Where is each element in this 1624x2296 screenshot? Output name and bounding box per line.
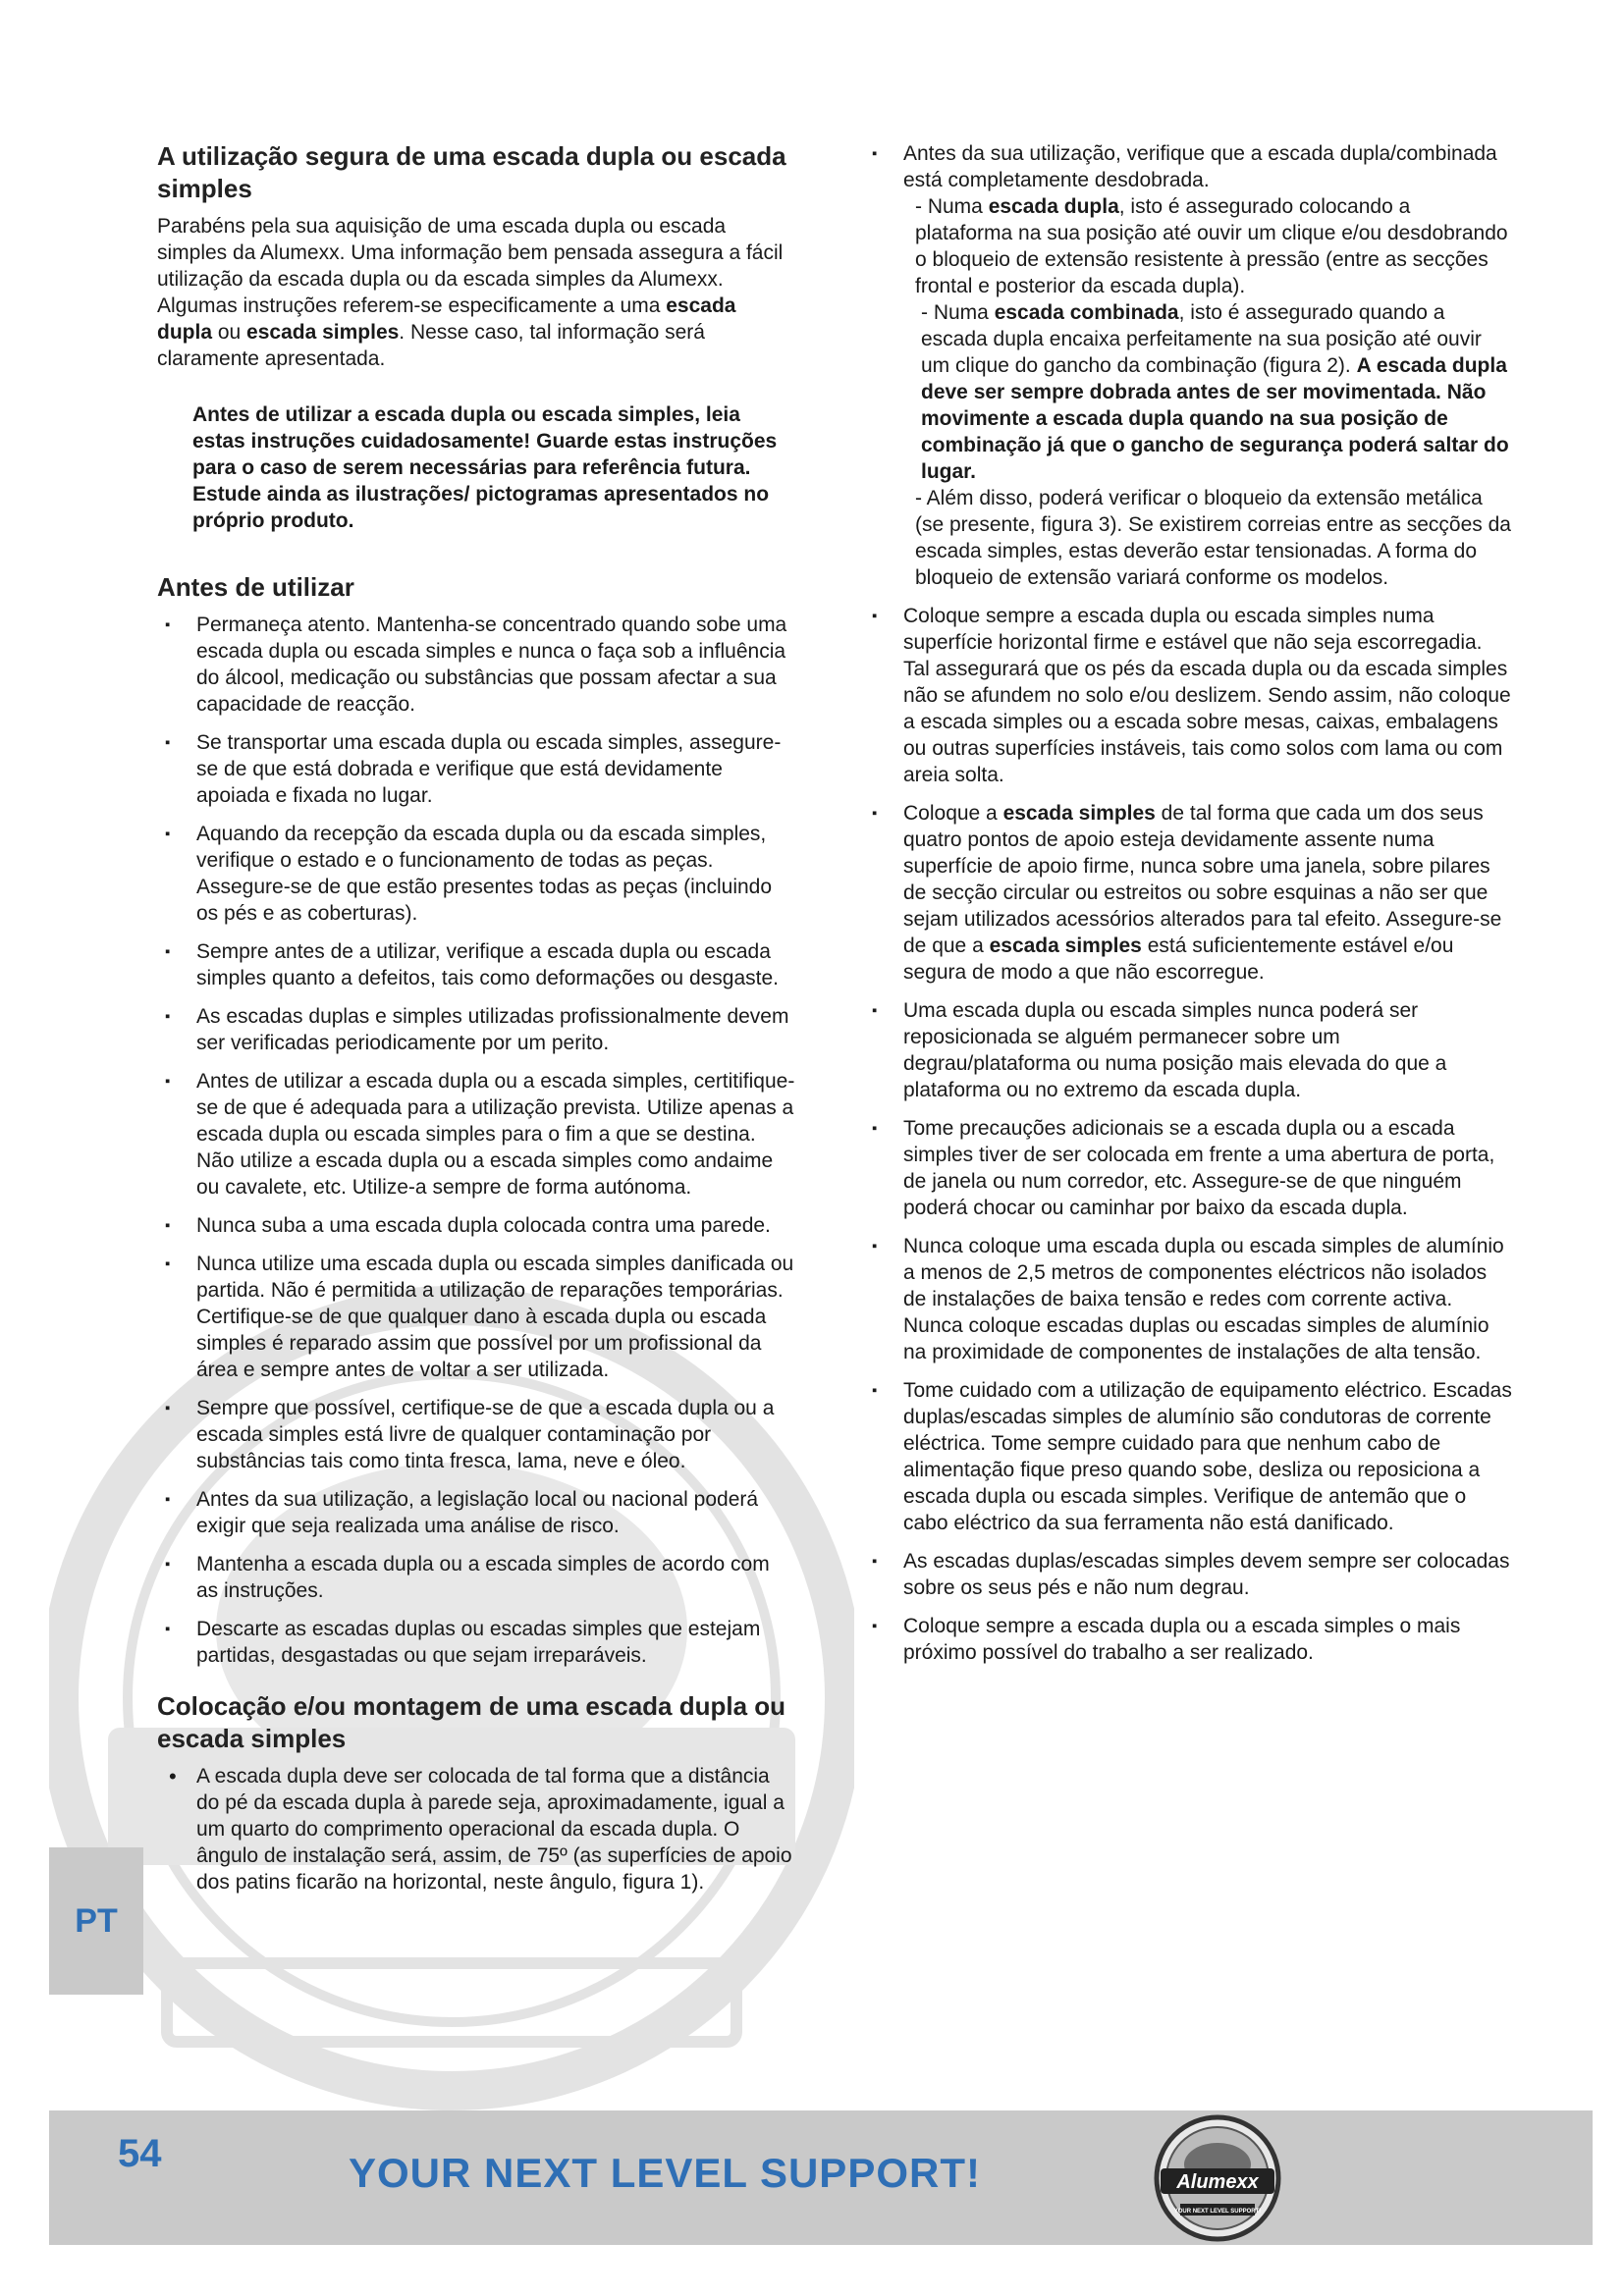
sub-item-extension-lock: - Além disso, poderá verificar o bloqueio da extensão metálica (se presente, figura 3). Se existirem correias entre as secções da escada simples, estas deverão estar tensionadas. A forma do bloqueio de extensão variará conforme os modelos. [915,487,1511,589]
page-number: 54 [118,2132,162,2175]
language-label: PT [75,1901,118,1940]
sub-item-escada-combinada: - Numa escada combinada, isto é assegurado quando a escada dupla encaixa perfeitamente na sua posição até ouvir um clique do gancho da combinação (figura 2). A escada dupla deve ser sempre dobrada antes de ser movimentada. Não movimente a escada dupla quando na sua posição de combinação já que o gancho de segurança poderá saltar do lugar. [921,301,1509,483]
list-item: ▪ Mantenha a escada dupla ou a escada simples de acordo com as instruções. [157,1551,795,1604]
list-item: ▪ Antes da sua utilização, a legislação local ou nacional poderá exigir que seja realizada uma análise de risco. [157,1486,795,1539]
placement-title: Colocação e/ou montagem de uma escada dupla ou escada simples [157,1691,786,1753]
footer-slogan: YOUR NEXT LEVEL SUPPORT! [349,2150,981,2196]
language-tab [49,1847,143,1995]
intro-paragraph: Parabéns pela sua aquisição de uma escada dupla ou escada simples da Alumexx. Uma informação bem pensada assegura a fácil utilização da escada dupla ou da escada simples da Alumexx. Algumas instruções referem-se especificamente a uma escada dupla ou escada simples. Nesse caso, tal informação será claramente apresentada. [157,215,784,370]
placement-list [157,1763,795,1896]
list-item: ▪ Nunca coloque uma escada dupla ou escada simples de alumínio a menos de 2,5 metros de componentes eléctricos não isolados de instalações de baixa tensão e redes com corrente activa. Nunca coloque escadas duplas ou escadas simples de alumínio na proximidade de componentes de instalações de alta tensão. [864,1233,1512,1365]
before-use-title: Antes de utilizar [157,572,354,602]
list-item: ▪ Coloque sempre a escada dupla ou a escada simples o mais próximo possível do trabalho a ser realizado. [864,1613,1512,1666]
left-column [157,140,795,1907]
list-item: ▪ Nunca utilize uma escada dupla ou escada simples danificada ou partida. Não é permitida a utilização de reparações temporárias. Certifique-se de que qualquer dano à escada dupla ou escada simples é reparado assim que possível por um profissional da área e sempre antes de voltar a ser utilizada. [157,1251,795,1383]
list-item: ▪ Se transportar uma escada dupla ou escada simples, assegure-se de que está dobrada e verifique que está devidamente apoiada e fixada no lugar. [157,729,795,809]
right-list [864,140,1512,1666]
list-item-unfold: ▪ Antes da sua utilização, verifique que a escada dupla/combinada está completamente desdobrada. - Numa escada dupla, isto é assegurado colocando a plataforma na sua posição até ouvir um clique e/ou desdobrando o bloqueio de extensão resistente à pressão (entre as secções frontal e posterior da escada dupla). - Numa escada combinada, isto é assegurado quando a escada dupla encaixa perfeitamente na sua posição até ouvir um clique do gancho da combinação (figura 2). A escada dupla deve ser sempre dobrada antes de ser movimentada. Não movimente a escada dupla quando na sua posição de combinação já que o gancho de segurança poderá saltar do lugar. - Além disso, poderá verificar o bloqueio da extensão metálica (se presente, figura 3). Se existirem correias entre as secções da escada simples, estas deverão estar tensionadas. A forma do bloqueio de extensão variará conforme os modelos. [864,140,1512,591]
list-item: • A escada dupla deve ser colocada de tal forma que a distância do pé da escada dupla à parede seja, aproximadamente, igual a um quarto do comprimento operacional da escada dupla. O ângulo de instalação será, assim, de 75º (as superfícies de apoio dos patins ficarão na horizontal, neste ângulo, figura 1). [157,1763,795,1896]
list-item: ▪ Nunca suba a uma escada dupla colocada contra uma parede. [157,1212,795,1239]
list-item: ▪ Tome precauções adicionais se a escada dupla ou a escada simples tiver de ser colocada em frente a uma abertura de porta, de janela ou num corredor, etc. Assegure-se de que ninguém poderá chocar ou caminhar por baixo da escada dupla. [864,1115,1512,1221]
list-item: ▪ Tome cuidado com a utilização de equipamento eléctrico. Escadas duplas/escadas simples de alumínio são condutoras de corrente eléctrica. Tome sempre cuidado para que nenhum cabo de alimentação fique preso quando sobe, desliza ou reposiciona a escada dupla ou escada simples. Verifique de antemão que o cabo eléctrico da sua ferramenta não está danificado. [864,1377,1512,1536]
list-item: ▪ Permaneça atento. Mantenha-se concentrado quando sobe uma escada dupla ou escada simples e nunca o faça sob a influência do álcool, medicação ou substâncias que possam afectar a sua capacidade de reacção. [157,612,795,718]
sub-item-escada-dupla: - Numa escada dupla, isto é assegurado colocando a plataforma na sua posição até ouvir um clique e/ou desdobrando o bloqueio de extensão resistente à pressão (entre as secções frontal e posterior da escada dupla). [915,195,1508,297]
list-item: ▪ Sempre antes de a utilizar, verifique a escada dupla ou escada simples quanto a defeitos, tais como deformações ou desgaste. [157,938,795,991]
list-item: ▪ Uma escada dupla ou escada simples nunca poderá ser reposicionada se alguém permanecer sobre um degrau/plataforma ou numa posição mais elevada do que a plataforma ou no extremo da escada dupla. [864,997,1512,1103]
list-item: ▪ Coloque a escada simples de tal forma que cada um dos seus quatro pontos de apoio esteja devidamente assente numa superfície de apoio firme, nunca sobre uma janela, sobre pilares de secção circular ou estreitos ou sobre esquinas a não ser que sejam utilizados acessórios alterados para tal efeito. Assegure-se de que a escada simples está suficientemente estável e/ou segura de modo a que não escorregue. [864,800,1512,986]
list-item: ▪ As escadas duplas e simples utilizadas profissionalmente devem ser verificadas periodicamente por um perito. [157,1003,795,1056]
list-item: ▪ Antes de utilizar a escada dupla ou a escada simples, certitifique-se de que é adequada para a utilização prevista. Utilize apenas a escada dupla ou escada simples para o fim a que se destina. Não utilize a escada dupla ou a escada simples como andaime ou cavalete, etc. Utilize-a sempre de forma autónoma. [157,1068,795,1201]
alumexx-logo [1139,2113,1296,2243]
logo-tagline: YOUR NEXT LEVEL SUPPORT! [1173,2209,1262,2215]
logo-text: Alumexx [1176,2171,1259,2193]
list-item: ▪ Aquando da recepção da escada dupla ou da escada simples, verifique o estado e o funcionamento de todas as peças. Assegure-se de que estão presentes todas as peças (incluindo os pés e as coberturas). [157,821,795,927]
list-item: ▪ Descarte as escadas duplas ou escadas simples que estejam partidas, desgastadas ou que sejam irreparáveis. [157,1616,795,1669]
list-item: ▪ Sempre que possível, certifique-se de que a escada dupla ou a escada simples está livre de qualquer contaminação por substâncias tais como tinta fresca, lama, neve e óleo. [157,1395,795,1474]
intro-title: A utilização segura de uma escada dupla ou escada simples [157,141,786,203]
intro-warning: Antes de utilizar a escada dupla ou escada simples, leia estas instruções cuidadosamente! Guarde estas instruções para o caso de serem necessárias para referência futura. Estude ainda as ilustrações/ pictogramas apresentados no próprio produto. [192,403,778,532]
list-item: ▪ Coloque sempre a escada dupla ou escada simples numa superfície horizontal firme e estável que não seja escorregadia. Tal assegurará que os pés da escada dupla ou da escada simples não se afundem no solo e/ou deslizem. Sendo assim, não coloque a escada simples ou a escada sobre mesas, caixas, embalagens ou outras superfícies instáveis, tais como solos com lama ou com areia solta. [864,603,1512,788]
before-use-list [157,612,795,1669]
right-column [864,140,1512,1678]
list-item: ▪ As escadas duplas/escadas simples devem sempre ser colocadas sobre os seus pés e não num degrau. [864,1548,1512,1601]
